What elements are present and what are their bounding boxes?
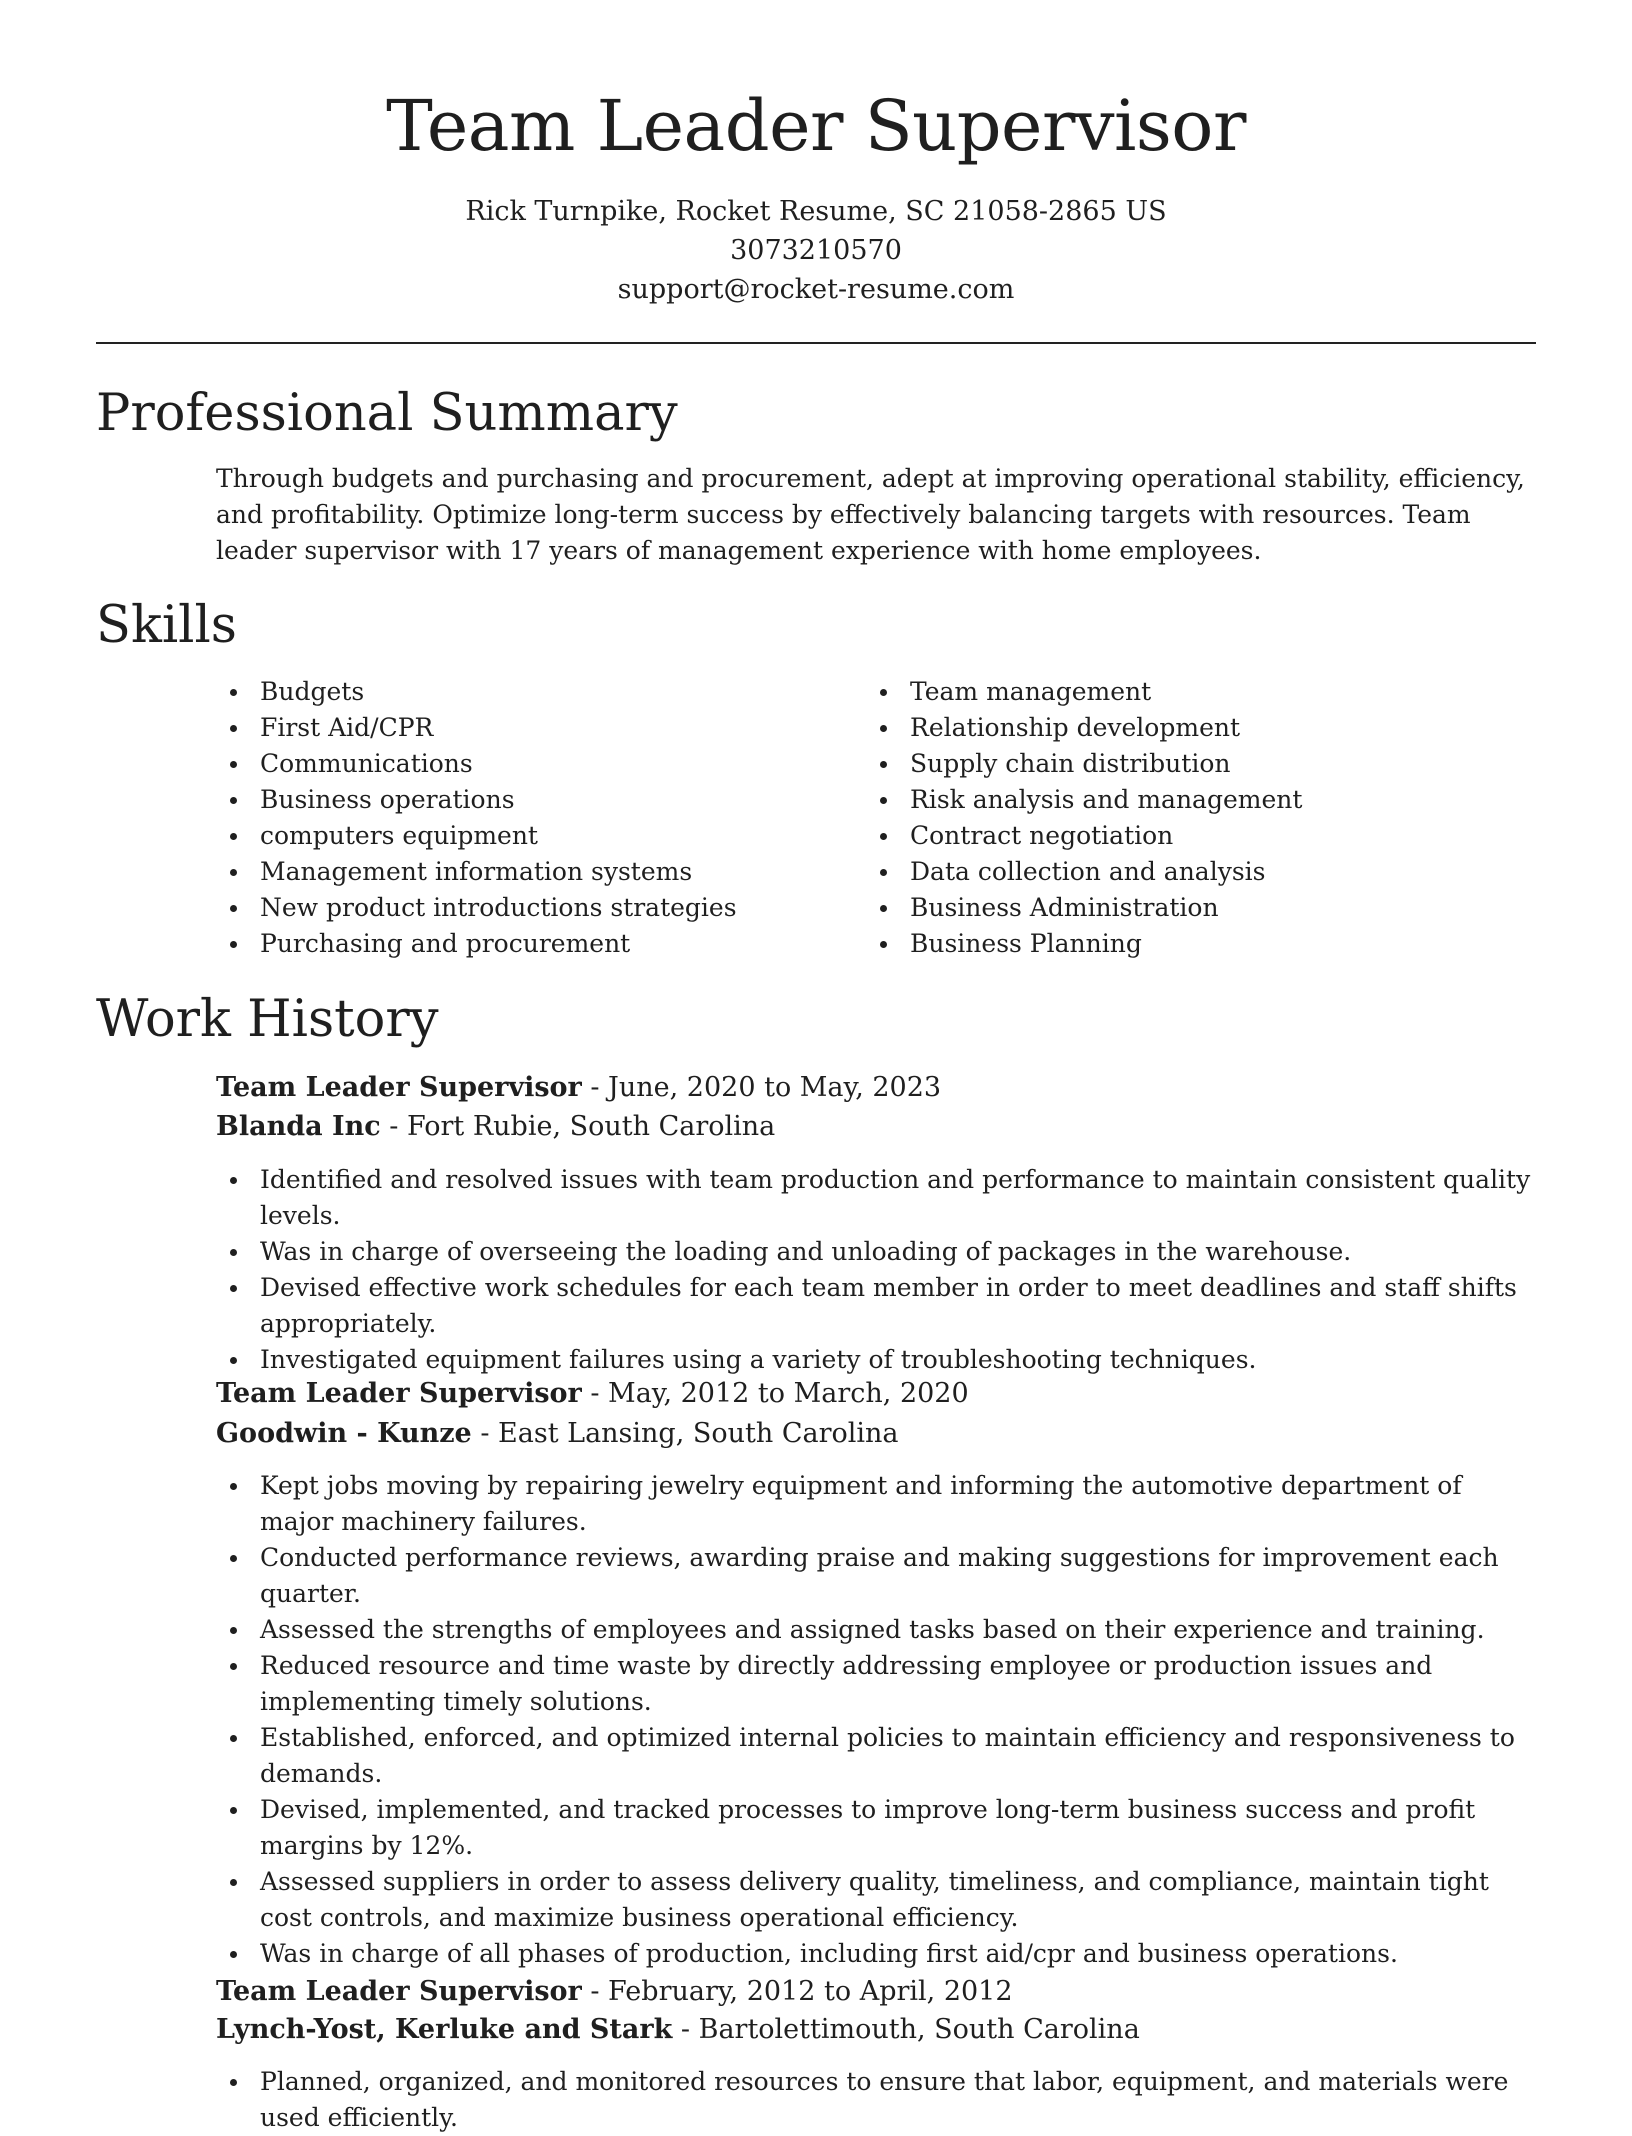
- job-role: Team Leader Supervisor: [216, 1378, 582, 1409]
- job-bullet: Devised, implemented, and tracked processes to improve long-term business success and profit margins by 12%.: [216, 1792, 1536, 1864]
- skills-list-right: [866, 674, 1536, 962]
- job-bullet: Planned, organized, and monitored resources to ensure that labor, equipment, and materials were used efficiently.: [216, 2064, 1536, 2136]
- skill-item: Budgets: [216, 674, 856, 710]
- job-dates: - February, 2012 to April, 2012: [581, 1976, 1013, 2007]
- section-title-work-history: Work History: [96, 990, 439, 1049]
- job-bullets: [216, 2064, 1536, 2136]
- contact-phone: 3073210570: [730, 235, 902, 266]
- job-bullet: Assessed the strengths of employees and assigned tasks based on their experience and training.: [216, 1612, 1536, 1648]
- job-bullet: Was in charge of overseeing the loading and unloading of packages in the warehouse.: [216, 1234, 1536, 1270]
- skill-item: Management information systems: [216, 854, 856, 890]
- skill-item: Business Planning: [866, 926, 1536, 962]
- skill-item: Data collection and analysis: [866, 854, 1536, 890]
- job-bullet: Investigated equipment failures using a variety of troubleshooting techniques.: [216, 1342, 1536, 1378]
- job-bullet: Conducted performance reviews, awarding praise and making suggestions for improvement each quarter.: [216, 1540, 1536, 1612]
- job-bullet: Was in charge of all phases of production, including first aid/cpr and business operations.: [216, 1936, 1536, 1972]
- job-location: - Bartolettimouth, South Carolina: [672, 2014, 1140, 2045]
- section-title-summary: Professional Summary: [96, 384, 678, 443]
- job-bullets: [216, 1468, 1536, 1972]
- job-company: Lynch-Yost, Kerluke and Stark: [216, 2014, 673, 2045]
- contact-address: Rick Turnpike, Rocket Resume, SC 21058-2865 US: [465, 196, 1167, 227]
- job-company-line: [216, 1107, 775, 1147]
- skill-item: New product introductions strategies: [216, 890, 856, 926]
- skill-item: First Aid/CPR: [216, 710, 856, 746]
- job-company: Goodwin - Kunze: [216, 1418, 472, 1449]
- job-company-line: [216, 1414, 899, 1454]
- job-title-line: [216, 1068, 941, 1108]
- job-company-line: [216, 2010, 1140, 2050]
- job-bullet: Identified and resolved issues with team production and performance to maintain consistent quality levels.: [216, 1162, 1536, 1234]
- contact-email: support@rocket-resume.com: [617, 274, 1015, 305]
- resume-title: Team Leader Supervisor: [386, 85, 1246, 167]
- summary-text: Through budgets and purchasing and procurement, adept at improving operational stability, efficiency, and profitability. Optimize long-term success by effectively balancing targets with resources. Team leader supervisor with 17 years of management experience with home employees.: [216, 464, 1525, 565]
- job-company: Blanda Inc: [216, 1111, 381, 1142]
- job-bullet: Established, enforced, and optimized internal policies to maintain efficiency and responsiveness to demands.: [216, 1720, 1536, 1792]
- job-role: Team Leader Supervisor: [216, 1976, 582, 2007]
- job-dates: - June, 2020 to May, 2023: [581, 1072, 942, 1103]
- contact-block: [0, 192, 1632, 309]
- job-title-line: [216, 1374, 969, 1414]
- skill-item: Risk analysis and management: [866, 782, 1536, 818]
- skill-item: Communications: [216, 746, 856, 782]
- section-title-skills: Skills: [96, 596, 237, 655]
- job-bullets: [216, 1162, 1536, 1378]
- skill-item: Business operations: [216, 782, 856, 818]
- job-title-line: [216, 1972, 1013, 2012]
- skill-item: computers equipment: [216, 818, 856, 854]
- job-bullet: Devised effective work schedules for each team member in order to meet deadlines and staff shifts appropriately.: [216, 1270, 1536, 1342]
- skill-item: Purchasing and procurement: [216, 926, 856, 962]
- job-bullet: Reduced resource and time waste by directly addressing employee or production issues and implementing timely solutions.: [216, 1648, 1536, 1720]
- skill-item: Supply chain distribution: [866, 746, 1536, 782]
- skill-item: Contract negotiation: [866, 818, 1536, 854]
- job-dates: - May, 2012 to March, 2020: [581, 1378, 969, 1409]
- job-role: Team Leader Supervisor: [216, 1072, 582, 1103]
- job-location: - East Lansing, South Carolina: [471, 1418, 899, 1449]
- resume-header: [0, 0, 1632, 309]
- skill-item: Business Administration: [866, 890, 1536, 926]
- header-divider: [96, 342, 1536, 344]
- skill-item: Team management: [866, 674, 1536, 710]
- skill-item: Relationship development: [866, 710, 1536, 746]
- skills-list-left: [216, 674, 856, 962]
- job-bullet: Kept jobs moving by repairing jewelry equipment and informing the automotive department of major machinery failures.: [216, 1468, 1536, 1540]
- job-location: - Fort Rubie, South Carolina: [380, 1111, 776, 1142]
- job-bullet: Assessed suppliers in order to assess delivery quality, timeliness, and compliance, maintain tight cost controls, and maximize business operational efficiency.: [216, 1864, 1536, 1936]
